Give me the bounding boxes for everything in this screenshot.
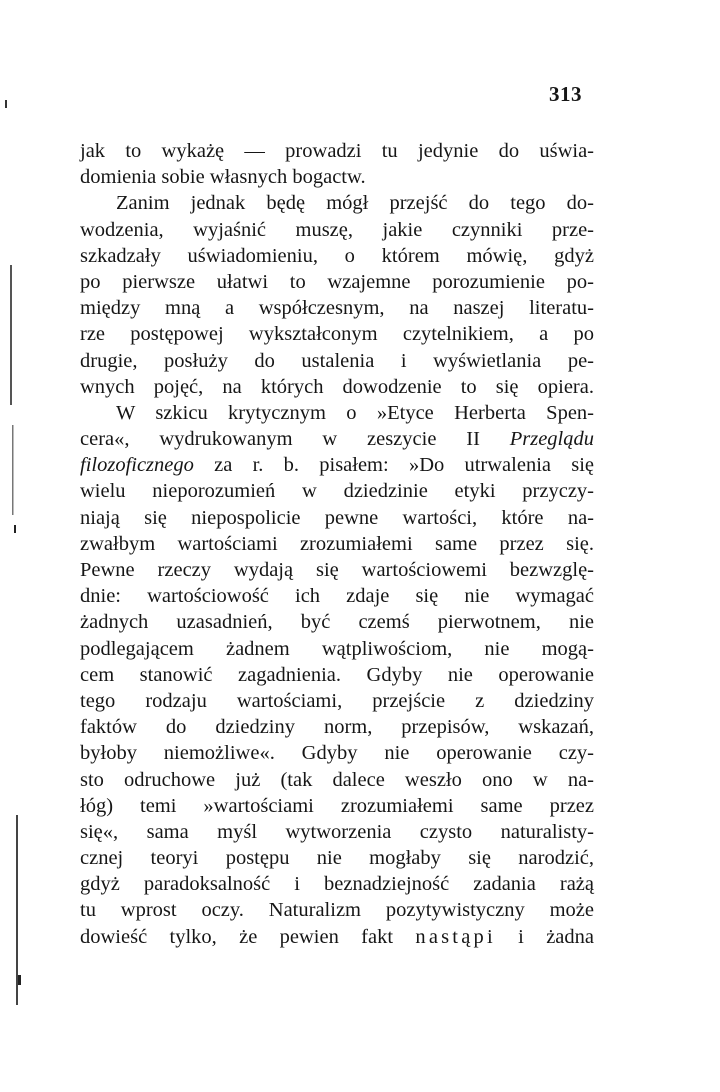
line-text: jak to wykażę — prowadzi tu jedynie do uświa- — [80, 140, 594, 162]
text-line — [80, 819, 594, 845]
text-line — [80, 583, 594, 609]
text-line — [80, 164, 594, 190]
line-text: domienia sobie własnych bogactw. — [80, 166, 366, 189]
line-text: po pierwsze ułatwi to wzajemne porozumienie po- — [80, 270, 594, 293]
italic-text: Przeglądu — [509, 428, 595, 451]
line-text: W szkicu krytycznym o »Etyce Herberta Spen- — [116, 401, 594, 424]
text-line — [80, 505, 594, 531]
text-line — [80, 269, 594, 295]
text-line — [80, 714, 594, 740]
text-line — [80, 531, 594, 557]
text-line — [80, 243, 594, 269]
line-text: wielu nieporozumień w dziedzinie etyki przyczy- — [80, 480, 594, 503]
text-line — [80, 400, 594, 426]
line-text: między mną a współczesnym, na naszej literatu- — [80, 297, 594, 320]
line-text: tego rodzaju wartościami, przejście z dziedziny — [80, 689, 594, 712]
line-text: wodzenia, wyjaśnić muszę, jakie czynniki prze- — [80, 218, 594, 241]
line-text: zwałbym wartościami zrozumiałemi same przez się. — [80, 532, 594, 555]
line-text: rze postępowej wykształconym czytelnikiem, a po — [80, 323, 594, 346]
line-text: wnych pojęć, na których dowodzenie to się opiera. — [80, 375, 594, 398]
line-text: się«, sama myśl wytworzenia czysto naturalisty- — [80, 820, 594, 843]
line-text: szkadzały uświadomieniu, o którem mówię, gdyż — [80, 244, 594, 267]
line-text: faktów do dziedziny norm, przepisów, wskazań, — [80, 716, 594, 739]
line-text: łóg) temi »wartościami zrozumiałemi same przez — [80, 794, 594, 817]
line-text: gdyż paradoksalność i beznadziejność zadania rażą — [80, 873, 594, 896]
text-line — [80, 845, 594, 871]
line-text: niają się niepospolicie pewne wartości, które na- — [80, 506, 594, 529]
text-line — [80, 740, 594, 766]
text-line — [80, 924, 594, 950]
text-line — [80, 688, 594, 714]
text-line — [80, 557, 594, 583]
text-line — [80, 609, 594, 635]
spaced-emphasis-text: nastąpi — [415, 925, 496, 948]
line-text: drugie, posłuży do ustalenia i wyświetlania pe- — [80, 349, 594, 372]
line-text: dowieść tylko, że pewien fakt — [80, 925, 394, 948]
page-number: 313 — [549, 82, 582, 106]
text-line — [80, 321, 594, 347]
line-text-tail: i żadna — [495, 925, 594, 948]
text-line — [80, 871, 594, 897]
text-line — [80, 897, 594, 923]
line-text: podlegającem żadnem wątpliwościom, nie mogą- — [80, 637, 594, 660]
line-text: cera«, wydrukowanym w zeszycie II — [80, 428, 480, 451]
text-line — [80, 138, 594, 164]
line-text: cznej teoryi postępu nie mogłaby się narodzić, — [80, 847, 594, 870]
binding-marks-svg — [0, 95, 30, 1025]
text-line — [80, 426, 594, 452]
text-line — [80, 348, 594, 374]
text-line — [80, 374, 594, 400]
line-text: dnie: wartościowość ich zdaje się nie wymagać — [80, 585, 594, 608]
line-text: tu wprost oczy. Naturalizm pozytywistyczny może — [80, 899, 594, 922]
line-text: Zanim jednak będę mógł przejść do tego do- — [116, 192, 594, 215]
text-line — [80, 478, 594, 504]
line-text: cem stanowić zagadnienia. Gdyby nie operowanie — [80, 663, 594, 686]
line-text: Pewne rzeczy wydają się wartościowemi bezwzglę- — [80, 559, 594, 581]
text-line — [80, 662, 594, 688]
body-text — [80, 138, 594, 950]
binding-edge-marks — [0, 95, 30, 1025]
text-line — [80, 767, 594, 793]
text-line — [80, 636, 594, 662]
line-text: byłoby niemożliwe«. Gdyby nie operowanie czy- — [80, 742, 594, 765]
line-text: żadnych uzasadnień, być czemś pierwotnem, nie — [80, 611, 594, 634]
text-line — [80, 217, 594, 243]
line-text: sto odruchowe już (tak dalece weszło ono w na- — [80, 768, 594, 791]
text-line — [80, 190, 594, 216]
italic-text: filozoficznego — [80, 454, 194, 477]
text-line — [80, 793, 594, 819]
text-line — [80, 452, 594, 478]
line-text: za r. b. pisałem: »Do utrwalenia się — [214, 454, 595, 477]
text-line — [80, 295, 594, 321]
